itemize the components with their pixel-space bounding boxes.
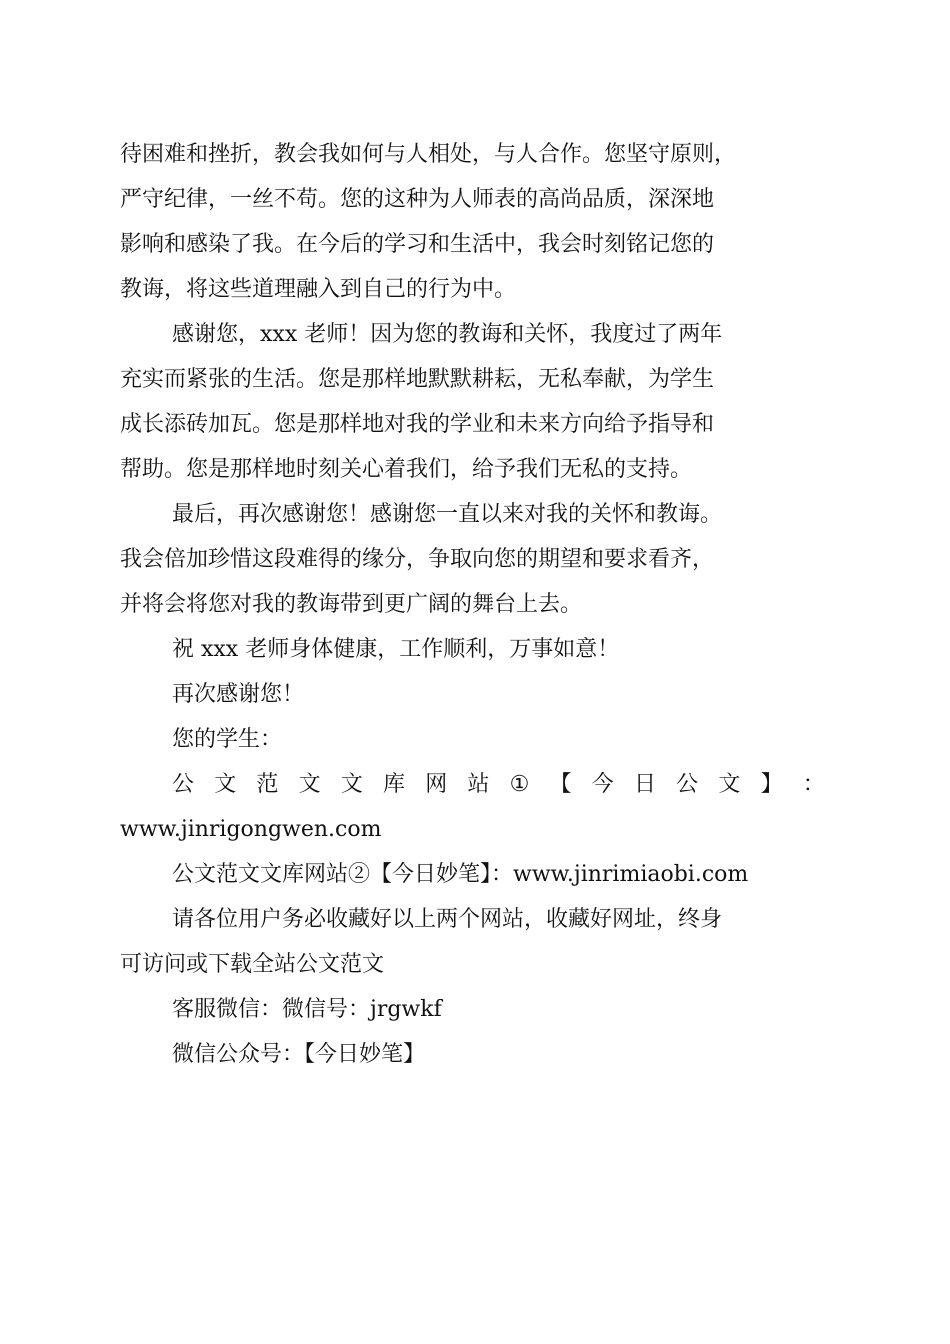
- website-1-char: 文: [214, 772, 237, 797]
- website-1-char: 】: [760, 772, 783, 797]
- website-1-char: 日: [633, 772, 656, 797]
- paragraph-2-line-2: 充实而紧张的生活。您是那样地默默耕耘，无私奉献，为学生: [120, 367, 715, 392]
- reminder-line-2: 可访问或下载全站公文范文: [120, 952, 385, 977]
- website-1-char: 文: [718, 772, 741, 797]
- paragraph-2-line-3: 成长添砖加瓦。您是那样地对我的学业和未来方向给予指导和: [120, 412, 715, 437]
- website-1-char: 今: [591, 772, 614, 797]
- wish-line: 祝 xxx 老师身体健康，工作顺利，万事如意！: [172, 637, 620, 662]
- document-page: [120, 142, 825, 1087]
- thanks-again-line: 再次感谢您！: [172, 682, 305, 707]
- paragraph-1-line-3: 影响和感染了我。在今后的学习和生活中，我会时刻铭记您的: [120, 232, 715, 257]
- paragraph-2-line-1: 感谢您，xxx 老师！因为您的教诲和关怀，我度过了两年: [172, 322, 723, 347]
- website-1-char: 站: [467, 772, 490, 797]
- website-1-char: 网: [425, 772, 448, 797]
- paragraph-2-line-4: 帮助。您是那样地时刻关心着我们，给予我们无私的支持。: [120, 457, 693, 482]
- website-1-url[interactable]: www.jinrigongwen.com: [120, 817, 382, 842]
- website-1-char: 公: [676, 772, 699, 797]
- paragraph-1-line-1: 待困难和挫折，教会我如何与人相处，与人合作。您坚守原则，: [120, 142, 737, 167]
- website-1-line: [120, 772, 825, 817]
- reminder-line-1: 请各位用户务必收藏好以上两个网站，收藏好网址，终身: [172, 907, 723, 932]
- website-1-char: 文: [298, 772, 321, 797]
- website-2-line[interactable]: 公文范文文库网站②【今日妙笔】：www.jinrimiaobi.com: [172, 862, 749, 887]
- website-1-char: 范: [256, 772, 279, 797]
- website-1-char: 公: [172, 772, 195, 797]
- paragraph-3-line-3: 并将会将您对我的教诲带到更广阔的舞台上去。: [120, 592, 583, 617]
- signature-line: 您的学生：: [172, 727, 283, 752]
- paragraph-3-line-1: 最后，再次感谢您！感谢您一直以来对我的关怀和教诲。: [172, 502, 723, 527]
- paragraph-3-line-2: 我会倍加珍惜这段难得的缘分，争取向您的期望和要求看齐，: [120, 547, 715, 572]
- website-1-char: ①: [509, 772, 530, 797]
- website-1-char: 文: [340, 772, 363, 797]
- paragraph-1-line-4: 教诲，将这些道理融入到自己的行为中。: [120, 277, 517, 302]
- customer-service-line: 客服微信：微信号：jrgwkf: [172, 997, 442, 1022]
- website-1-char: ：: [802, 772, 825, 797]
- website-1-char: 库: [383, 772, 406, 797]
- official-account-line: 微信公众号：【今日妙笔】: [172, 1042, 426, 1067]
- website-1-char: 【: [549, 772, 572, 797]
- paragraph-1-line-2: 严守纪律，一丝不苟。您的这种为人师表的高尚品质，深深地: [120, 187, 715, 212]
